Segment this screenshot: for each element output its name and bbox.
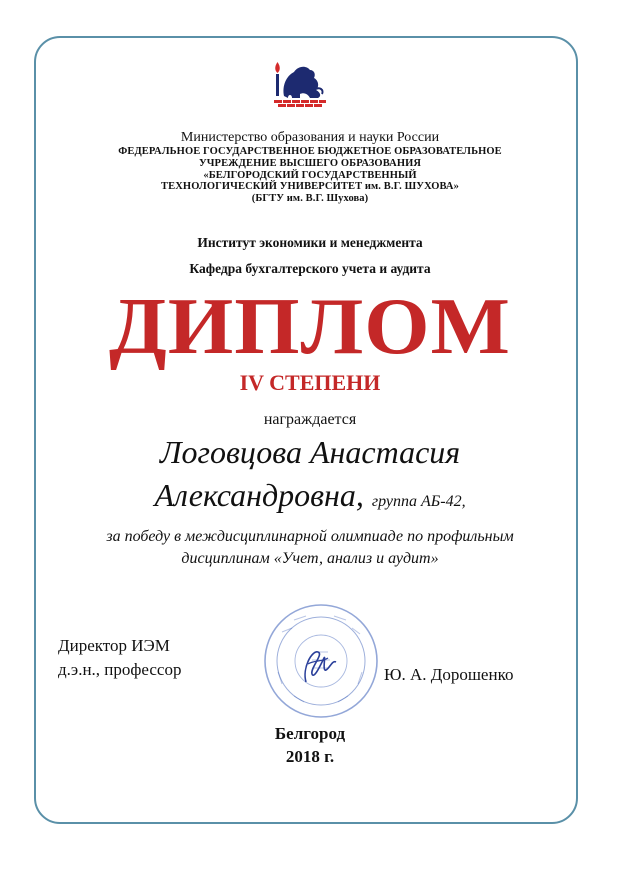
recipient-patronymic: Александровна, — [154, 477, 364, 513]
director-title: Директор ИЭМ — [58, 636, 170, 655]
recipient-name-line2 — [0, 476, 620, 521]
issue-city: Белгород — [274, 724, 346, 743]
issue-year: 2018 г. — [285, 747, 335, 766]
signer-name: Ю. А. Дорошенко — [384, 665, 514, 684]
diploma-title: ДИПЛОМ — [109, 283, 511, 371]
issue-place-date — [0, 722, 620, 768]
university-seal-stamp-icon — [262, 602, 380, 720]
awarded-label: награждается — [263, 411, 357, 428]
department-name: Кафедра бухгалтерского учета и аудита — [189, 261, 431, 276]
recipient-name-line1: Логовцова Анастасия — [159, 434, 461, 470]
org-line: ТЕХНОЛОГИЧЕСКИЙ УНИВЕРСИТЕТ им. В.Г. ШУХОВА» — [161, 181, 459, 193]
university-full-name — [0, 146, 620, 205]
director-degree: д.э.н., профессор — [58, 660, 182, 679]
reason-line: дисциплинам «Учет, анализ и аудит» — [181, 550, 439, 567]
reason-line: за победу в междисциплинарной олимпиаде по профильным — [106, 528, 514, 545]
director-position — [58, 634, 181, 682]
org-line: УЧРЕЖДЕНИЕ ВЫСШЕГО ОБРАЗОВАНИЯ — [198, 157, 422, 169]
institute-block — [0, 234, 620, 286]
diploma-degree: IV СТЕПЕНИ — [239, 370, 381, 395]
award-reason — [0, 526, 620, 570]
university-logo-icon — [270, 56, 330, 108]
ministry-name: Министерство образования и науки России — [180, 130, 440, 145]
org-line: (БГТУ им. В.Г. Шухова) — [251, 193, 369, 205]
institute-name: Институт экономики и менеджмента — [197, 235, 423, 250]
org-line: ФЕДЕРАЛЬНОЕ ГОСУДАРСТВЕННОЕ БЮДЖЕТНОЕ ОБРАЗОВАТЕЛЬНОЕ — [118, 146, 502, 157]
recipient-group: группа АБ-42, — [371, 493, 466, 510]
org-line: «БЕЛГОРОДСКИЙ ГОСУДАРСТВЕННЫЙ — [203, 169, 417, 181]
